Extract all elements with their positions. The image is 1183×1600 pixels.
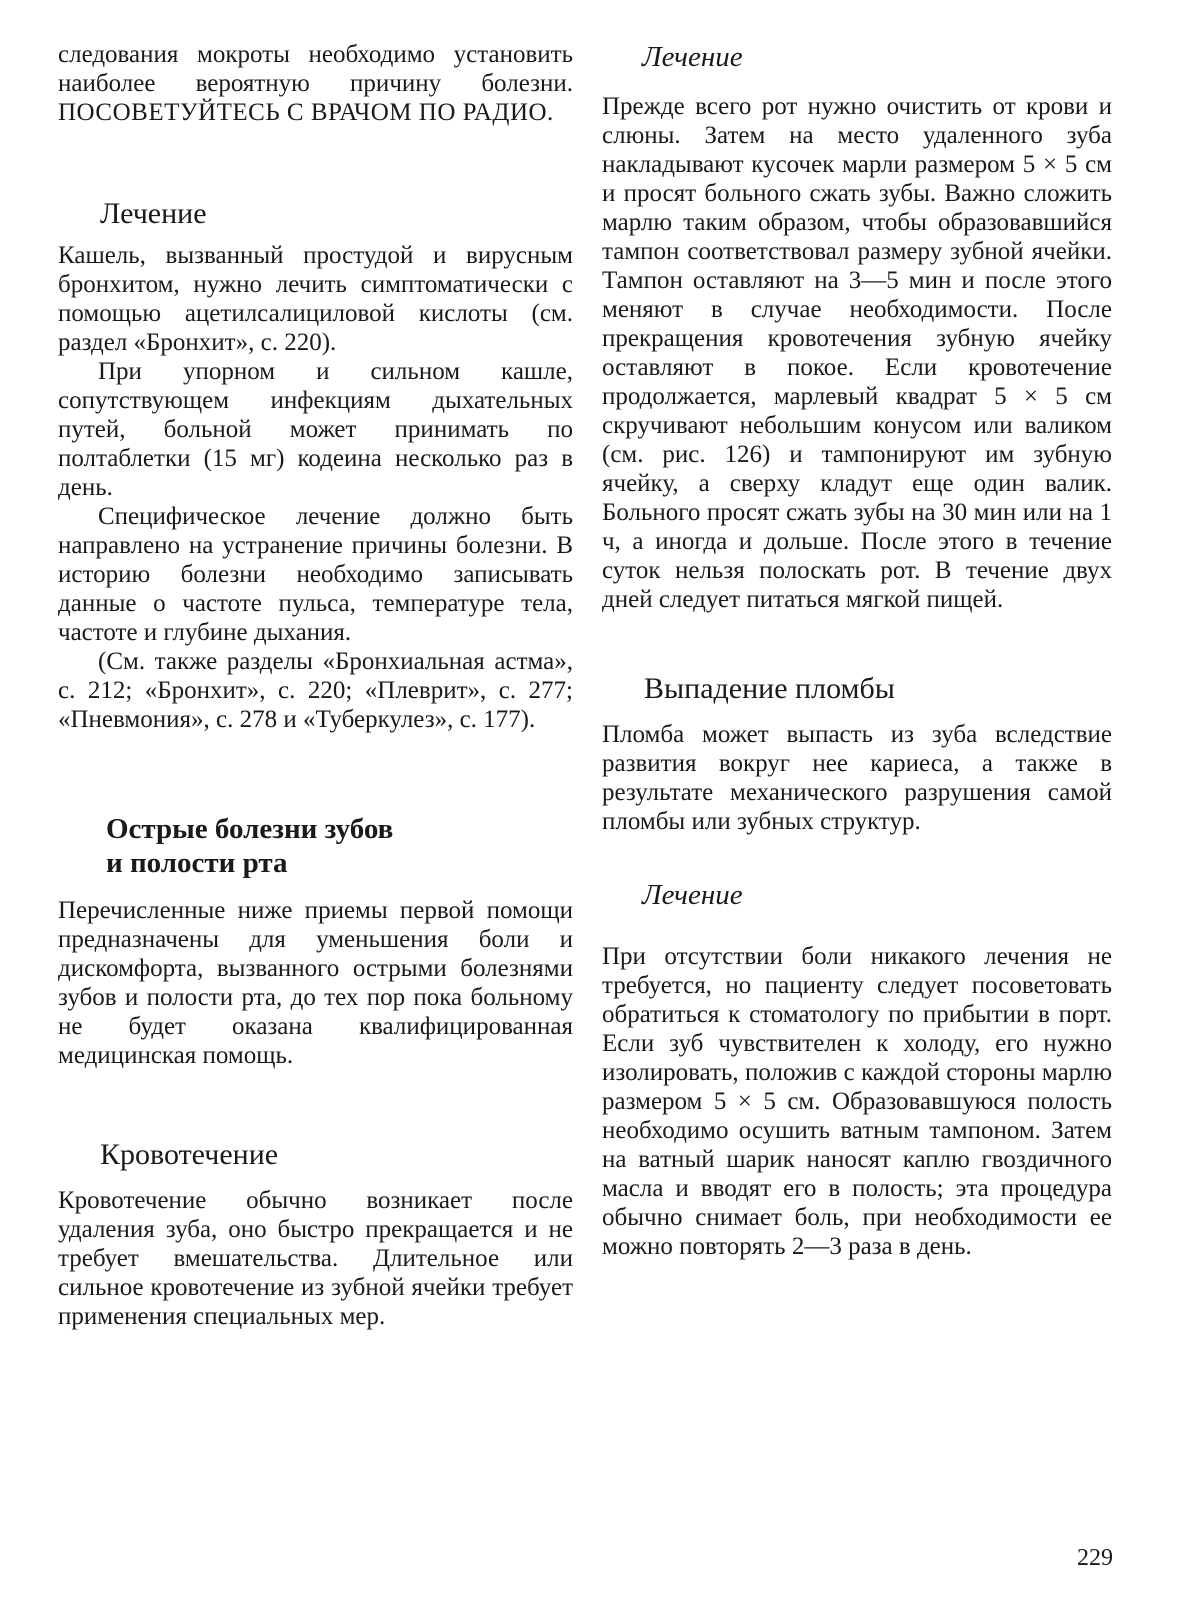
treatment-paragraph-3: Специфическое лечение должно быть направлено на устранение причины болезни. В историю болезни необходимо записывать данные о частоте пульса, температуре тела, частоте и глубине дыхания. xyxy=(58,503,573,646)
filling-treatment-paragraph: При отсутствии боли никакого лечения не требуется, но пациенту следует посоветовать обратиться к стоматологу по прибытии в порт. Если зуб чувствителен к холоду, его нужно изолировать, положив с каждой стороны марлю размером 5 × 5 см. Образовавшуюся полость необходимо осушить ватным тампоном. Затем на ватный шарик наносят каплю гвоздичного масла и вводят его в полость; эта процедура обычно снимает боль, при необходимости ее можно повторять 2—3 раза в день. xyxy=(602,943,1112,1260)
bleeding-treatment-paragraph: Прежде всего рот нужно очистить от крови и слюны. Затем на место удаленного зуба накладывают кусочек марли размером 5 × 5 см и просят больного сжать зубы. Важно сложить марлю таким образом, чтобы образовавшийся тампон соответствовал размеру зубной ячейки. Тампон оставляют на 3—5 мин и после этого меняют в случае необходимости. После прекращения кровотечения зубную ячейку оставляют в покое. Если кровотечение продолжается, марлевый квадрат 5 × 5 см скручивают небольшим конусом или валиком (см. рис. 126) и тампонируют им зубную ячейку, а сверху кладут еще один валик. Больного просят сжать зубы на 30 мин или на 1 ч, а иногда и дольше. После этого в течение суток нельзя полоскать рот. В течение двух дней следует питаться мягкой пищей. xyxy=(602,93,1112,613)
treatment-heading-bleeding: Лечение xyxy=(642,41,743,73)
section-intro-paragraph: Перечисленные ниже приемы первой помощи предназначены для уменьшения боли и дискомфорта, вызванного острыми болезнями зубов и полости рта, до тех пор пока больному не будет оказана квалифицированная медицинская помощь. xyxy=(58,897,573,1069)
bleeding-heading: Кровотечение xyxy=(100,1138,279,1171)
intro-paragraph xyxy=(58,40,573,127)
section-heading xyxy=(106,812,573,880)
filling-loss-paragraph: Пломба может выпасть из зуба вследствие развития вокруг нее кариеса, а также в результате механического разрушения самой пломбы или зубных структур. xyxy=(602,721,1112,835)
left-column xyxy=(58,40,573,1331)
page-number: 229 xyxy=(1077,1545,1113,1571)
treatment-heading: Лечение xyxy=(100,197,207,230)
treatment-paragraph-1: Кашель, вызванный простудой и вирусным бронхитом, нужно лечить симптоматически с помощью ацетилсалициловой кислоты (см. раздел «Бронхит», с. 220). xyxy=(58,242,573,356)
treatment-heading-filling: Лечение xyxy=(642,879,743,911)
bleeding-paragraph: Кровотечение обычно возникает после удаления зуба, оно быстро прекращается и не требует вмешательства. Длительное или сильное кровотечение из зубной ячейки требует применения специальных мер. xyxy=(58,1187,573,1330)
filling-loss-heading: Выпадение пломбы xyxy=(644,672,895,705)
intro-text: следования мокроты необходимо установить наиболее вероятную причину болезни. xyxy=(58,41,573,97)
right-column xyxy=(602,40,1112,1261)
section-heading-line-1: Острые болезни зубов xyxy=(106,813,394,845)
treatment-paragraph-4: (См. также разделы «Бронхиальная астма», с. 212; «Бронхит», с. 220; «Плеврит», с. 277; «Пневмония», с. 278 и «Туберкулез», с. 177). xyxy=(58,648,573,733)
radio-advice-note: ПОСОВЕТУЙТЕСЬ С ВРАЧОМ ПО РАДИО. xyxy=(58,99,554,126)
treatment-paragraph-2: При упорном и сильном кашле, сопутствующем инфекциям дыхательных путей, больной может принимать по полтаблетки (15 мг) кодеина несколько раз в день. xyxy=(58,358,573,501)
section-heading-line-2: и полости рта xyxy=(106,847,288,879)
